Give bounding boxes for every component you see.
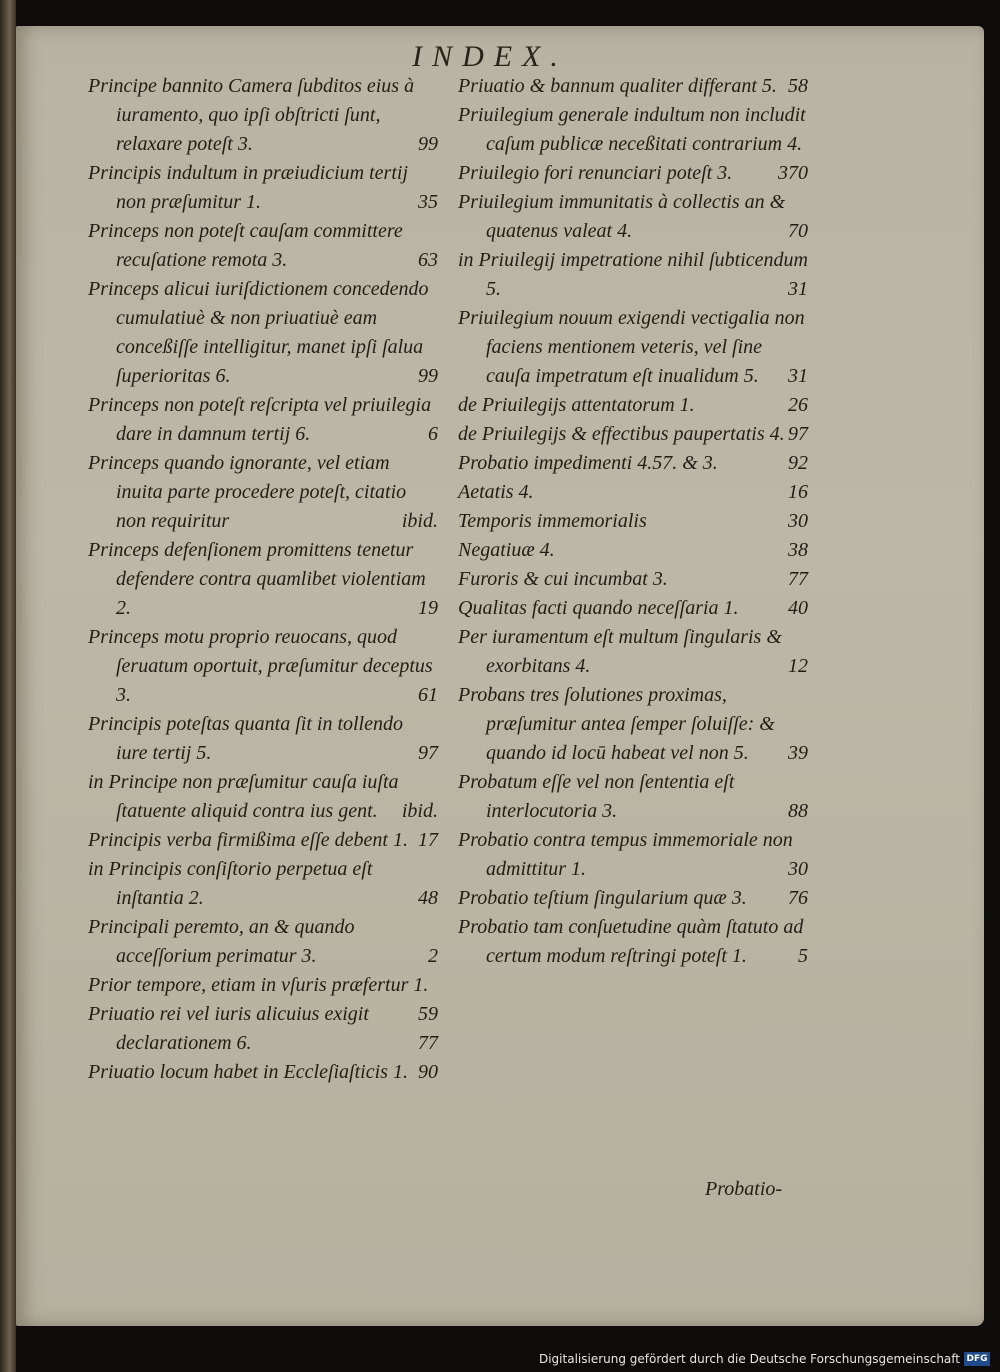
index-entry-text: Probatio tam conſuetudine quàm ſtatuto ad certum modum reſtringi poteſt 1. <box>458 916 804 967</box>
page-header: INDEX. <box>412 40 568 73</box>
footer-text: Digitalisierung gefördert durch die Deutsche Forschungsgemeinschaft <box>538 1352 960 1366</box>
index-entry-page: 19 <box>418 597 438 619</box>
index-entry-text: Principis poteſtas quanta ſit in tollendo iure tertij 5. <box>88 713 403 764</box>
index-entry-text: Priuilegium immunitatis à collectis an & quatenus valeat 4. <box>458 191 786 242</box>
index-entry-text: Temporis immemorialis <box>458 510 647 532</box>
index-entry-text: Negatiuæ 4. <box>458 539 555 561</box>
index-entry <box>458 420 808 449</box>
index-entry-page: 99 <box>418 133 438 155</box>
index-entry <box>458 565 808 594</box>
index-entry-text: Qualitas facti quando neceſſaria 1. <box>458 597 739 619</box>
index-entry-text: Priuatio & bannum qualiter differant 5. <box>458 75 777 97</box>
index-entry-text: Aetatis 4. <box>458 481 534 503</box>
index-entry <box>458 884 808 913</box>
index-entry-text: Principali peremto, an & quando acceſſorium perimatur 3. <box>88 916 355 967</box>
index-entry-page: 77 <box>788 568 808 590</box>
index-entry <box>458 536 808 565</box>
index-entry <box>88 1000 438 1058</box>
index-entry-page: 88 <box>788 800 808 822</box>
index-entry-page: 97 <box>788 423 808 445</box>
index-entry-text: Priuatio rei vel iuris alicuius exigit declarationem 6. <box>88 1003 369 1054</box>
index-entry-text: Probans tres ſolutiones proximas, præſumitur antea ſemper ſoluiſſe: & quando id locū habeat vel non 5. <box>458 684 775 764</box>
index-entry <box>88 623 438 710</box>
index-entry <box>88 710 438 768</box>
index-entry-page: 5 <box>798 945 808 967</box>
index-entry-text: Probatio contra tempus immemoriale non admittitur 1. <box>458 829 793 880</box>
index-entry-page: ibid. <box>401 800 438 822</box>
index-entry <box>88 768 438 826</box>
index-entry-page: 31 <box>788 365 808 387</box>
index-entry-page: 70 <box>788 220 808 242</box>
index-entry-text: in Priuilegij impetratione nihil ſubticendum 5. <box>458 249 808 300</box>
index-entry-page: 77 <box>418 1032 438 1054</box>
index-entry <box>88 536 438 623</box>
index-entry <box>458 681 808 768</box>
index-entry <box>88 72 438 159</box>
index-entry-page: 58 <box>788 75 808 97</box>
index-entry-text: Princeps non poteſt cauſam committere recuſatione remota 3. <box>88 220 403 271</box>
digitization-footer <box>539 1352 990 1366</box>
index-entry-page: 12 <box>788 655 808 677</box>
index-entry-page: 99 <box>418 365 438 387</box>
index-entry-text: Prior tempore, etiam in vſuris præfertur 1. <box>88 974 429 996</box>
index-entry <box>458 159 808 188</box>
index-entry-text: Princeps quando ignorante, vel etiam inuita parte procedere poteſt, citatio non requiritur <box>88 452 407 532</box>
index-entry-page: 38 <box>788 539 808 561</box>
index-entry-page: 97 <box>418 742 438 764</box>
index-entry-page: 90 <box>418 1061 438 1083</box>
index-entry-page: 63 <box>418 249 438 271</box>
index-entry-text: Priuilegio fori renunciari poteſt 3. <box>458 162 733 184</box>
index-entry-page: 39 <box>788 742 808 764</box>
index-entry-page: 6 <box>428 423 438 445</box>
index-entry-page: 3 <box>778 162 788 184</box>
index-entry <box>458 188 808 246</box>
index-entry-page: 31 <box>788 278 808 300</box>
index-entry <box>458 246 808 304</box>
index-entry <box>458 507 808 536</box>
index-entry-text: Princeps defenſionem promittens tenetur defendere contra quamlibet violentiam 2. <box>88 539 426 619</box>
index-entry-page: 26 <box>788 394 808 416</box>
index-entry-text: Furoris & cui incumbat 3. <box>458 568 668 590</box>
index-entry <box>88 826 438 855</box>
dfg-logo: DFG <box>964 1352 990 1366</box>
index-entry <box>88 971 438 1025</box>
index-entry-text: Princeps non poteſt reſcripta vel priuilegia dare in damnum tertij 6. <box>88 394 432 445</box>
index-entry-page: 76 <box>788 887 808 909</box>
index-entry-page: 61 <box>418 684 438 706</box>
index-entry <box>88 913 438 971</box>
index-entry-text: Principis indultum in præiudicium tertij non præſumitur 1. <box>88 162 408 213</box>
index-entry <box>88 275 438 391</box>
index-entry <box>458 826 808 884</box>
index-entry-text: Princeps alicui iuriſdictionem concedendo cumulatiuè & non priuatiuè eam conceßiſſe intelligitur, manet ipſi ſalua ſuperioritas 6. <box>88 278 429 387</box>
index-entry-page: 40 <box>788 597 808 619</box>
index-entry-page: 59 <box>418 1003 438 1025</box>
index-entry <box>88 855 438 913</box>
index-entry-text: Probatio impedimenti 4.57. & 3. <box>458 452 718 474</box>
index-entry <box>458 913 808 971</box>
index-entry-text: Priuilegium nouum exigendi vectigalia non faciens mentionem veteris, vel ſine cauſa impetratum eſt inualidum 5. <box>458 307 805 387</box>
index-entry-page: 2 <box>428 945 438 967</box>
index-entry <box>458 768 808 826</box>
index-entry-text: Principe bannito Camera ſubditos eius à iuramento, quo ipſi obſtricti ſunt, relaxare poteſt 3. <box>88 75 415 155</box>
index-entry <box>458 594 808 623</box>
index-entry-text: in Principis conſiſtorio perpetua eſt inſtantia 2. <box>88 858 373 909</box>
index-entry-text: Princeps motu proprio reuocans, quod ſeruatum oportuit, præſumitur deceptus 3. <box>88 626 433 706</box>
index-entry-text: in Principe non præſumitur cauſa iuſta ſtatuente aliquid contra ius gent. <box>88 771 399 822</box>
index-entry <box>88 159 438 217</box>
index-entry <box>458 449 808 478</box>
index-entry <box>458 304 808 391</box>
index-entry-text: Probatum eſſe vel non ſententia eſt interlocutoria 3. <box>458 771 735 822</box>
index-entry <box>458 623 808 681</box>
index-entry-text: de Priuilegijs attentatorum 1. <box>458 394 695 416</box>
index-entry <box>88 217 438 275</box>
index-entry-page: 70 <box>788 162 808 184</box>
index-entry-text: Principis verba firmißima eſſe debent 1. <box>88 829 408 851</box>
book-spine-edge <box>0 0 16 1372</box>
index-entry-page: 30 <box>788 858 808 880</box>
index-entry <box>458 391 808 420</box>
index-entry-text: Priuatio locum habet in Eccleſiaſticis 1. <box>88 1061 408 1083</box>
index-entry-text: de Priuilegijs & effectibus paupertatis 4. <box>458 423 785 445</box>
index-entry-text: Priuilegium generale indultum non includit caſum publicæ neceßitati contrarium 4. <box>458 104 806 155</box>
index-entry <box>88 1058 438 1087</box>
index-entry <box>88 391 438 449</box>
index-entry <box>88 449 438 536</box>
index-column-right <box>458 72 808 971</box>
index-entry-page: 16 <box>788 481 808 503</box>
index-entry-page: ibid. <box>401 510 438 532</box>
index-entry <box>458 72 808 101</box>
index-entry-text: Per iuramentum eſt multum ſingularis & exorbitans 4. <box>458 626 782 677</box>
index-entry-page: 48 <box>418 887 438 909</box>
catchword: Probatio- <box>705 1178 783 1200</box>
index-entry-page: 35 <box>418 191 438 213</box>
index-entry-page: 30 <box>788 510 808 532</box>
index-entry-text: Probatio teſtium ſingularium quæ 3. <box>458 887 747 909</box>
index-entry-page: 92 <box>788 452 808 474</box>
index-column-left <box>88 72 438 1087</box>
index-entry-page: 17 <box>418 829 438 851</box>
index-entry <box>458 478 808 507</box>
